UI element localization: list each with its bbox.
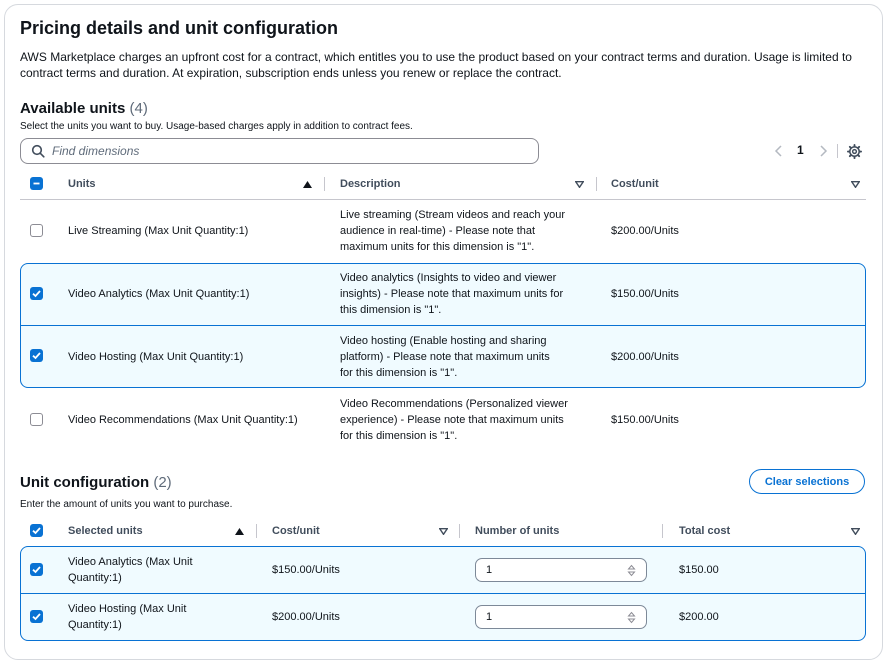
unit-name-line: Quantity:1) xyxy=(68,572,122,584)
unit-cost: $200.00/Units xyxy=(611,351,679,363)
checkmark-icon xyxy=(31,611,42,622)
description-line: Video Recommendations (Personalized viewer xyxy=(340,398,568,410)
column-header-selected-units[interactable]: Selected units xyxy=(68,525,143,537)
pager-divider xyxy=(837,144,838,158)
description-line: insights) - Please note that maximum units for xyxy=(340,288,564,300)
indeterminate-icon xyxy=(31,178,42,189)
unit-description xyxy=(340,396,568,444)
unit-name-line: Video Hosting (Max Unit xyxy=(68,603,187,615)
description-line: for this dimension is "1". xyxy=(340,367,458,379)
quantity-stepper[interactable] xyxy=(475,558,647,582)
clear-selections-button[interactable]: Clear selections xyxy=(749,469,865,494)
selected-unit-total: $150.00 xyxy=(679,564,719,576)
sort-icon[interactable] xyxy=(851,528,860,535)
quantity-value: 1 xyxy=(486,611,493,623)
description-line: Video analytics (Insights to video and viewer xyxy=(340,272,557,284)
available-units-heading xyxy=(20,100,148,117)
sort-icon[interactable] xyxy=(851,181,860,188)
description-line: for this dimension is "1". xyxy=(340,430,458,442)
unit-name: Video Analytics (Max Unit Quantity:1) xyxy=(68,288,250,300)
intro-text: AWS Marketplace charges an upfront cost for a contract, which entitles you to use the product based on your contract terms and duration. Usage is limited to contract terms and duration. At expiration, subscription ends unless you renew or replace the contract. xyxy=(20,50,852,80)
description-line: this dimension is "1". xyxy=(340,304,442,316)
selected-unit-total: $200.00 xyxy=(679,611,719,623)
stepper-arrows-icon[interactable] xyxy=(627,611,636,624)
row-checkbox[interactable] xyxy=(30,224,43,237)
stepper-arrows-icon[interactable] xyxy=(627,564,636,577)
unit-configuration-heading xyxy=(20,474,172,491)
unit-cost: $150.00/Units xyxy=(611,288,679,300)
selected-unit-name xyxy=(68,601,186,633)
checkmark-icon xyxy=(31,350,42,361)
row-checkbox[interactable] xyxy=(30,413,43,426)
selected-unit-cost: $200.00/Units xyxy=(272,611,340,623)
description-line: Live streaming (Stream videos and reach your xyxy=(340,209,565,221)
row-checkbox[interactable] xyxy=(30,563,43,576)
select-all-checkbox[interactable] xyxy=(30,177,43,190)
page-number[interactable]: 1 xyxy=(797,143,804,157)
search-icon xyxy=(31,144,45,158)
unit-description xyxy=(340,270,563,318)
chevron-left-icon[interactable] xyxy=(773,143,785,159)
unit-cost: $200.00/Units xyxy=(611,225,679,237)
column-header-number-of-units[interactable]: Number of units xyxy=(475,525,560,537)
description-line: platform) - Please note that maximum units xyxy=(340,351,550,363)
unit-description xyxy=(340,207,565,255)
sort-ascending-icon[interactable] xyxy=(303,181,312,188)
checkmark-icon xyxy=(31,564,42,575)
checkmark-icon xyxy=(31,525,42,536)
column-header-units[interactable]: Units xyxy=(68,178,96,190)
gear-icon[interactable] xyxy=(847,144,862,159)
row-checkbox[interactable] xyxy=(30,610,43,623)
unit-cost: $150.00/Units xyxy=(611,414,679,426)
quantity-stepper[interactable] xyxy=(475,605,647,629)
quantity-value: 1 xyxy=(486,564,493,576)
sort-icon[interactable] xyxy=(575,181,584,188)
description-line: experience) - Please note that maximum units xyxy=(340,414,564,426)
header-divider xyxy=(20,199,866,200)
page-title: Pricing details and unit configuration xyxy=(20,18,339,38)
sort-ascending-icon[interactable] xyxy=(235,528,244,535)
unit-configuration-title: Unit configuration xyxy=(20,474,150,491)
description-line: audience in real-time) - Please note that xyxy=(340,225,536,237)
select-all-checkbox[interactable] xyxy=(30,524,43,537)
chevron-right-icon[interactable] xyxy=(817,143,829,159)
column-divider xyxy=(662,524,663,538)
column-header-cost[interactable]: Cost/unit xyxy=(611,178,659,190)
unit-name: Live Streaming (Max Unit Quantity:1) xyxy=(68,225,249,237)
column-header-cost[interactable]: Cost/unit xyxy=(272,525,320,537)
description-line: Video hosting (Enable hosting and sharing xyxy=(340,335,547,347)
selected-unit-cost: $150.00/Units xyxy=(272,564,340,576)
column-divider xyxy=(459,524,460,538)
column-divider xyxy=(324,177,325,191)
available-units-subtitle: Select the units you want to buy. Usage-based charges apply in addition to contract fees. xyxy=(20,121,413,132)
column-header-total-cost[interactable]: Total cost xyxy=(679,525,731,537)
search-input[interactable] xyxy=(20,138,539,164)
unit-name-line: Video Analytics (Max Unit xyxy=(68,556,193,568)
checkmark-icon xyxy=(31,288,42,299)
unit-name: Video Recommendations (Max Unit Quantity:1) xyxy=(68,414,298,426)
row-checkbox[interactable] xyxy=(30,287,43,300)
available-units-title: Available units xyxy=(20,100,126,117)
column-header-description[interactable]: Description xyxy=(340,178,401,190)
column-divider xyxy=(596,177,597,191)
description-line: maximum units for this dimension is "1". xyxy=(340,241,535,253)
unit-name-line: Quantity:1) xyxy=(68,619,122,631)
selected-unit-name xyxy=(68,554,193,586)
unit-name: Video Hosting (Max Unit Quantity:1) xyxy=(68,351,244,363)
unit-configuration-subtitle: Enter the amount of units you want to purchase. xyxy=(20,499,233,510)
column-divider xyxy=(256,524,257,538)
unit-description xyxy=(340,333,550,381)
search-placeholder: Find dimensions xyxy=(52,144,140,158)
unit-configuration-count: (2) xyxy=(153,474,172,491)
sort-icon[interactable] xyxy=(439,528,448,535)
row-checkbox[interactable] xyxy=(30,349,43,362)
available-units-count: (4) xyxy=(129,100,148,117)
